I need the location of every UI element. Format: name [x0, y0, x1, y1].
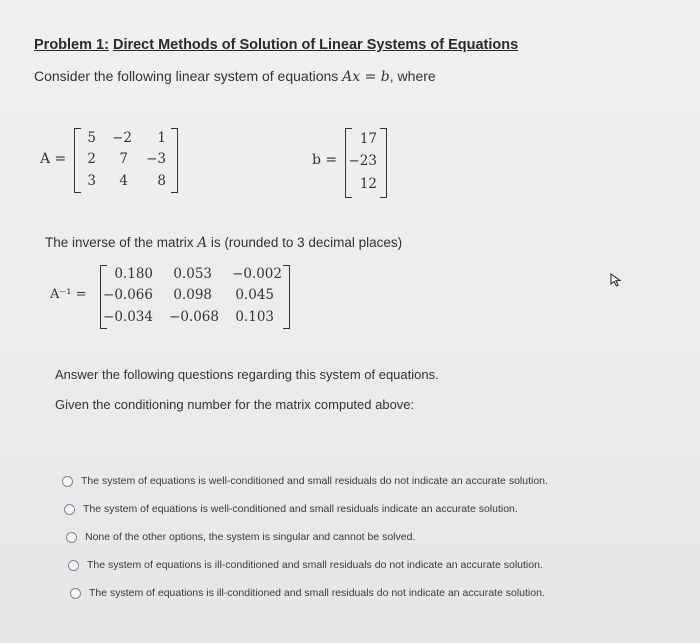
inverse-right-bracket — [283, 265, 290, 329]
question-instruction: Answer the following questions regarding this system of equations. — [55, 367, 439, 382]
vector-b-cell: −23 — [348, 153, 377, 169]
inverse-cell: −0.068 — [169, 309, 219, 325]
option-singular[interactable] — [66, 531, 415, 543]
inverse-cell: 0.103 — [235, 309, 274, 325]
matrix-a-cell: −3 — [146, 151, 166, 167]
matrix-a-label: A = — [40, 151, 67, 167]
radio-button-icon[interactable] — [62, 476, 73, 487]
intro-suffix: , where — [389, 68, 436, 84]
matrix-a-cell: 4 — [119, 173, 128, 189]
intro-text — [34, 68, 436, 85]
option-ill-conditioned-not-accurate-2[interactable] — [70, 587, 545, 599]
matrix-a-right-bracket — [171, 128, 178, 193]
matrix-a-left-bracket — [74, 128, 81, 193]
radio-button-icon[interactable] — [70, 588, 81, 599]
matrix-a-cell: 7 — [119, 151, 128, 167]
matrix-a-cell: 2 — [87, 151, 96, 167]
option-ill-conditioned-not-accurate-1[interactable] — [68, 559, 543, 571]
option-well-conditioned-not-accurate[interactable] — [62, 475, 548, 487]
matrix-a-cell: −2 — [112, 130, 132, 146]
question-prompt: Given the conditioning number for the matrix computed above: — [55, 397, 415, 412]
inverse-cell: 0.180 — [114, 266, 153, 282]
matrix-a — [74, 128, 178, 191]
inverse-label: A⁻¹ = — [50, 287, 87, 302]
problem-number: Problem 1: — [34, 37, 109, 53]
inverse-cell: −0.066 — [103, 287, 153, 303]
radio-button-icon[interactable] — [64, 504, 75, 515]
intro-equation: Ax = b — [342, 69, 390, 85]
radio-button-icon[interactable] — [68, 560, 79, 571]
matrix-a-cell: 1 — [157, 130, 166, 146]
option-label: The system of equations is ill-conditioned and small residuals do not indicate an accurate solution. — [87, 559, 543, 571]
option-label: The system of equations is well-conditioned and small residuals indicate an accurate solution. — [83, 503, 518, 515]
vector-b-label: b = — [312, 152, 338, 168]
mouse-pointer-icon — [610, 273, 622, 287]
inverse-text-prefix: The inverse of the matrix — [45, 235, 198, 250]
vector-b-cell: 12 — [359, 176, 377, 192]
inverse-cell: −0.034 — [103, 309, 153, 325]
vector-b-right-bracket — [380, 128, 387, 198]
inverse-cell: 0.098 — [173, 287, 212, 303]
problem-title — [34, 37, 518, 53]
vector-b — [345, 128, 387, 196]
problem-heading: Direct Methods of Solution of Linear Systems of Equations — [112, 37, 519, 53]
option-label: None of the other options, the system is singular and cannot be solved. — [85, 531, 416, 543]
vector-b-cell: 17 — [359, 131, 377, 147]
matrix-a-cell: 5 — [87, 130, 96, 146]
inverse-matrix — [100, 265, 290, 327]
option-label: The system of equations is well-conditioned and small residuals do not indicate an accurate solution. — [81, 475, 548, 487]
inverse-cell: −0.002 — [232, 266, 282, 282]
option-well-conditioned-accurate[interactable] — [64, 503, 518, 515]
option-label: The system of equations is ill-conditioned and small residuals do not indicate an accurate solution. — [89, 587, 545, 599]
radio-button-icon[interactable] — [66, 532, 77, 543]
inverse-text-var: A — [197, 235, 208, 251]
intro-prefix: Consider the following linear system of equations — [34, 68, 343, 84]
inverse-cell: 0.045 — [235, 287, 274, 303]
inverse-cell: 0.053 — [173, 266, 212, 282]
inverse-text-suffix: is (rounded to 3 decimal places) — [207, 235, 403, 250]
matrix-a-cell: 3 — [87, 173, 96, 189]
matrix-a-cell: 8 — [157, 173, 166, 189]
inverse-description — [45, 235, 402, 251]
